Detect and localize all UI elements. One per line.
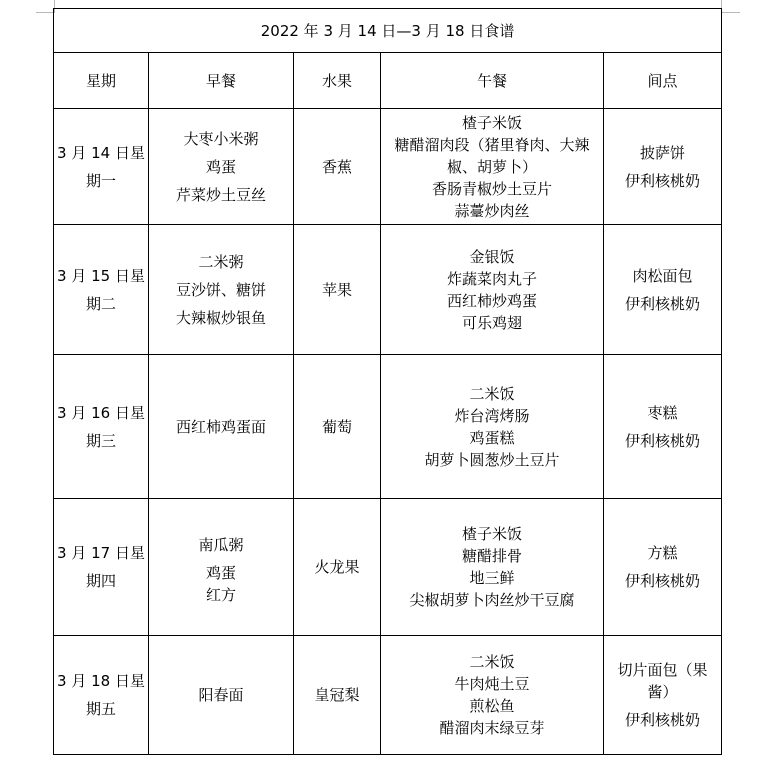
page-corner-mark-right — [721, 0, 740, 13]
table-row — [54, 355, 722, 499]
breakfast-item: 芹菜炒土豆丝 — [175, 185, 266, 204]
day-cell — [54, 225, 149, 355]
table-row — [54, 109, 722, 225]
breakfast-cell — [149, 225, 294, 355]
day-cell — [54, 355, 149, 499]
lunch-item: 醋溜肉末绿豆芽 — [439, 719, 545, 737]
lunch-cell — [381, 355, 604, 499]
lunch-item: 楂子米饭 — [461, 525, 522, 543]
breakfast-item: 豆沙饼、糖饼 — [175, 280, 266, 299]
snack-cell — [604, 499, 722, 636]
lunch-item: 鸡蛋糕 — [469, 428, 515, 447]
header-row — [54, 53, 722, 109]
lunch-item: 金银饭 — [469, 247, 515, 266]
lunch-item: 西红柿炒鸡蛋 — [446, 291, 537, 310]
title-row — [54, 9, 722, 53]
breakfast-cell — [149, 499, 294, 636]
lunch-item: 炸蔬菜肉丸子 — [446, 269, 537, 288]
menu-title: 2022 年 3 月 14 日—3 月 18 日食谱 — [54, 9, 722, 53]
snack-item: 伊利核桃奶 — [625, 171, 701, 190]
menu-table — [53, 8, 722, 755]
lunch-item: 蒜薹炒肉丝 — [454, 201, 530, 220]
snack-item: 伊利核桃奶 — [625, 431, 701, 450]
lunch-item: 煎松鱼 — [469, 697, 515, 715]
lunch-cell — [381, 636, 604, 755]
fruit-cell: 香蕉 — [294, 109, 381, 225]
snack-item: 披萨饼 — [640, 143, 686, 162]
day-line: 3 月 14 日星 — [57, 143, 145, 162]
day-line: 3 月 17 日星 — [57, 544, 145, 562]
day-line: 期四 — [85, 572, 116, 590]
lunch-item: 炸台湾烤肠 — [454, 406, 530, 425]
snack-cell — [604, 225, 722, 355]
breakfast-item: 大辣椒炒银鱼 — [175, 308, 266, 327]
lunch-cell — [381, 225, 604, 355]
day-cell — [54, 499, 149, 636]
lunch-item: 二米饭 — [469, 653, 515, 671]
lunch-item: 椒、胡萝卜） — [446, 157, 537, 176]
snack-item: 枣糕 — [647, 403, 678, 422]
day-line: 3 月 18 日星 — [57, 672, 145, 690]
header-fruit: 水果 — [294, 53, 381, 109]
lunch-item: 糖醋排骨 — [461, 547, 522, 565]
lunch-item: 尖椒胡萝卜肉丝炒干豆腐 — [409, 591, 575, 609]
snack-item: 肉松面包 — [632, 266, 693, 285]
day-cell — [54, 109, 149, 225]
breakfast-cell — [149, 109, 294, 225]
snack-item: 切片面包（果 — [617, 661, 708, 679]
day-line: 期二 — [85, 294, 116, 313]
day-line: 期一 — [85, 171, 116, 190]
lunch-item: 地三鲜 — [469, 569, 515, 587]
fruit-cell: 苹果 — [294, 225, 381, 355]
lunch-cell — [381, 499, 604, 636]
breakfast-item: 二米粥 — [198, 252, 244, 271]
snack-cell — [604, 109, 722, 225]
breakfast-item: 阳春面 — [198, 686, 244, 704]
breakfast-item: 大枣小米粥 — [183, 129, 259, 148]
breakfast-cell — [149, 355, 294, 499]
fruit-cell: 皇冠梨 — [294, 636, 381, 755]
header-day: 星期 — [54, 53, 149, 109]
lunch-item: 二米饭 — [469, 384, 515, 403]
snack-item: 伊利核桃奶 — [625, 711, 701, 729]
breakfast-item: 鸡蛋 — [205, 564, 236, 582]
lunch-item: 可乐鸡翅 — [461, 313, 522, 332]
breakfast-item: 鸡蛋 — [205, 157, 236, 176]
table-row — [54, 225, 722, 355]
day-line: 3 月 15 日星 — [57, 266, 145, 285]
lunch-item: 糖醋溜肉段（猪里脊肉、大辣 — [394, 135, 590, 154]
breakfast-cell — [149, 636, 294, 755]
snack-cell — [604, 355, 722, 499]
fruit-cell: 火龙果 — [294, 499, 381, 636]
lunch-item: 香肠青椒炒土豆片 — [431, 179, 552, 198]
table-row — [54, 499, 722, 636]
breakfast-item: 红方 — [205, 586, 236, 604]
lunch-cell — [381, 109, 604, 225]
lunch-item: 牛肉炖土豆 — [454, 675, 530, 693]
fruit-cell: 葡萄 — [294, 355, 381, 499]
breakfast-item: 南瓜粥 — [198, 536, 244, 554]
snack-cell — [604, 636, 722, 755]
snack-item: 伊利核桃奶 — [625, 294, 701, 313]
lunch-item: 楂子米饭 — [461, 113, 522, 132]
table-row — [54, 636, 722, 755]
snack-item: 方糕 — [647, 544, 678, 562]
header-snack: 间点 — [604, 53, 722, 109]
header-breakfast: 早餐 — [149, 53, 294, 109]
day-cell — [54, 636, 149, 755]
lunch-item: 胡萝卜圆葱炒土豆片 — [424, 450, 560, 469]
day-line: 3 月 16 日星 — [57, 403, 145, 422]
header-lunch: 午餐 — [381, 53, 604, 109]
snack-item: 酱） — [647, 683, 678, 701]
day-line: 期三 — [85, 431, 116, 450]
day-line: 期五 — [85, 700, 116, 718]
snack-item: 伊利核桃奶 — [625, 572, 701, 590]
breakfast-item: 西红柿鸡蛋面 — [175, 417, 266, 436]
